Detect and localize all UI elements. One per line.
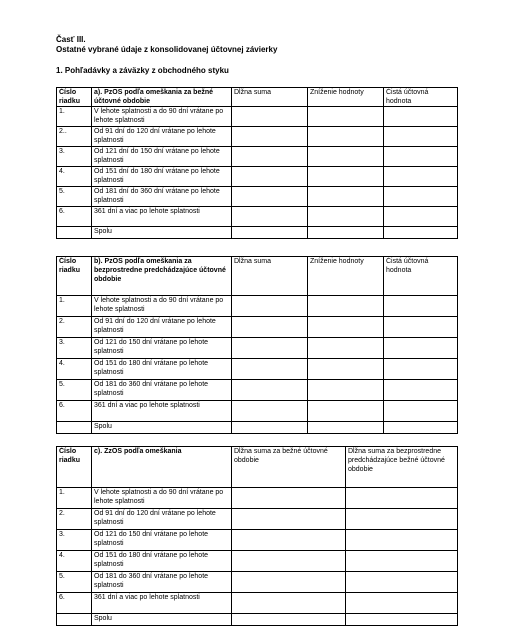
row-number — [57, 227, 92, 239]
value-cell — [308, 147, 384, 167]
value-cell — [308, 317, 384, 338]
value-cell — [232, 207, 308, 227]
total-row — [57, 422, 458, 434]
column-header: Dĺžna suma — [232, 88, 308, 107]
value-cell — [232, 167, 308, 187]
row-label: Od 121 dní do 150 dní vrátane po lehote splatnosti — [92, 147, 232, 167]
table-row — [57, 380, 458, 401]
value-cell — [384, 207, 458, 227]
value-cell — [232, 509, 346, 530]
value-cell — [384, 401, 458, 422]
value-cell — [232, 317, 308, 338]
row-number: 5. — [57, 187, 92, 207]
table-header-row — [57, 447, 458, 488]
value-cell — [232, 359, 308, 380]
table-row — [57, 359, 458, 380]
row-number — [57, 614, 92, 626]
row-number-header: Číslo riadku — [57, 257, 92, 296]
value-cell — [346, 593, 458, 614]
value-cell — [346, 488, 458, 509]
row-label: Spolu — [92, 227, 232, 239]
value-cell — [346, 530, 458, 551]
value-cell — [232, 488, 346, 509]
value-cell — [232, 551, 346, 572]
total-row — [57, 227, 458, 239]
value-cell — [308, 422, 384, 434]
table-row — [57, 207, 458, 227]
value-cell — [232, 296, 308, 317]
row-number: 3. — [57, 147, 92, 167]
table-row — [57, 317, 458, 338]
table-b-title: b). PzOS podľa omeškania za bezprostredne predchádzajúce účtovné obdobie — [92, 257, 232, 296]
table-c-title: c). ZzOS podľa omeškania — [92, 447, 232, 488]
row-label: Od 121 do 150 dní vrátane po lehote splatnosti — [92, 338, 232, 359]
row-label: V lehote splatnosti a do 90 dní vrátane po lehote splatnosti — [92, 488, 232, 509]
row-label: Od 151 dní do 180 dní vrátane po lehote splatnosti — [92, 167, 232, 187]
value-cell — [308, 359, 384, 380]
part-heading: Časť III. — [56, 35, 86, 44]
row-label: Od 91 dní do 120 dní vrátane po lehote splatnosti — [92, 317, 232, 338]
table-header-row — [57, 88, 458, 107]
receivables-current-table — [56, 87, 458, 239]
table-row — [57, 488, 458, 509]
row-number: 3. — [57, 530, 92, 551]
value-cell — [308, 127, 384, 147]
value-cell — [308, 296, 384, 317]
value-cell — [308, 380, 384, 401]
row-number: 6. — [57, 593, 92, 614]
row-number: 6. — [57, 401, 92, 422]
value-cell — [346, 572, 458, 593]
table-row — [57, 551, 458, 572]
value-cell — [232, 572, 346, 593]
row-label: Od 181 do 360 dní vrátane po lehote splatnosti — [92, 572, 232, 593]
row-label: Spolu — [92, 614, 232, 626]
value-cell — [346, 551, 458, 572]
row-label: Od 121 do 150 dní vrátane po lehote splatnosti — [92, 530, 232, 551]
table-row — [57, 167, 458, 187]
value-cell — [346, 614, 458, 626]
row-label: V lehote splatnosti a do 90 dní vrátane po lehote splatnosti — [92, 107, 232, 127]
row-label: Od 151 do 180 dní vrátane po lehote splatnosti — [92, 551, 232, 572]
value-cell — [232, 107, 308, 127]
value-cell — [232, 127, 308, 147]
row-number-header: Číslo riadku — [57, 447, 92, 488]
row-number: 4. — [57, 551, 92, 572]
value-cell — [308, 227, 384, 239]
value-cell — [308, 401, 384, 422]
column-header: Dĺžna suma — [232, 257, 308, 296]
value-cell — [232, 147, 308, 167]
table-row — [57, 296, 458, 317]
column-header: Zníženie hodnoty — [308, 257, 384, 296]
row-label: Od 181 dní do 360 dní vrátane po lehote splatnosti — [92, 187, 232, 207]
row-label: V lehote splatnosti a do 90 dní vrátane po lehote splatnosti — [92, 296, 232, 317]
row-number-header: Číslo riadku — [57, 88, 92, 107]
row-number: 5. — [57, 572, 92, 593]
value-cell — [384, 338, 458, 359]
value-cell — [232, 227, 308, 239]
value-cell — [232, 614, 346, 626]
table-row — [57, 147, 458, 167]
table-row — [57, 401, 458, 422]
value-cell — [308, 187, 384, 207]
table-row — [57, 530, 458, 551]
column-header: Dĺžna suma za bežné účtovné obdobie — [232, 447, 346, 488]
row-number: 5. — [57, 380, 92, 401]
value-cell — [384, 422, 458, 434]
row-number: 2. — [57, 317, 92, 338]
row-number: 2. — [57, 509, 92, 530]
payables-table — [56, 446, 458, 626]
table-row — [57, 187, 458, 207]
column-header: Čistá účtovná hodnota — [384, 257, 458, 296]
value-cell — [384, 359, 458, 380]
column-header: Dĺžna suma za bezprostredne predchádzajúce bežné účtovné obdobie — [346, 447, 458, 488]
table-row — [57, 338, 458, 359]
row-number: 1. — [57, 488, 92, 509]
value-cell — [232, 338, 308, 359]
value-cell — [384, 317, 458, 338]
section-heading: 1. Pohľadávky a záväzky z obchodného styku — [56, 66, 229, 75]
row-number: 3. — [57, 338, 92, 359]
table-row — [57, 509, 458, 530]
table-row — [57, 572, 458, 593]
row-number: 6. — [57, 207, 92, 227]
row-label: 361 dní a viac po lehote splatnosti — [92, 593, 232, 614]
value-cell — [346, 509, 458, 530]
row-label: Spolu — [92, 422, 232, 434]
row-number: 4. — [57, 167, 92, 187]
value-cell — [384, 296, 458, 317]
value-cell — [308, 338, 384, 359]
value-cell — [232, 380, 308, 401]
row-label: 361 dní a viac po lehote splatnosti — [92, 207, 232, 227]
value-cell — [232, 530, 346, 551]
row-label: Od 181 do 360 dní vrátane po lehote splatnosti — [92, 380, 232, 401]
value-cell — [308, 207, 384, 227]
row-label: Od 91 dní do 120 dní vrátane po lehote splatnosti — [92, 127, 232, 147]
value-cell — [232, 422, 308, 434]
table-a-title: a). PzOS podľa omeškania za bežné účtovné obdobie — [92, 88, 232, 107]
value-cell — [232, 187, 308, 207]
receivables-previous-table — [56, 256, 458, 434]
table-row — [57, 593, 458, 614]
row-number: 2.. — [57, 127, 92, 147]
value-cell — [384, 147, 458, 167]
value-cell — [384, 127, 458, 147]
value-cell — [308, 107, 384, 127]
column-header: Zníženie hodnoty — [308, 88, 384, 107]
column-header: Čistá účtovná hodnota — [384, 88, 458, 107]
value-cell — [384, 187, 458, 207]
document-subtitle: Ostatné vybrané údaje z konsolidovanej účtovnej závierky — [56, 45, 278, 54]
value-cell — [384, 107, 458, 127]
value-cell — [232, 593, 346, 614]
total-row — [57, 614, 458, 626]
table-row — [57, 127, 458, 147]
row-number — [57, 422, 92, 434]
row-number: 1. — [57, 296, 92, 317]
value-cell — [384, 167, 458, 187]
table-row — [57, 107, 458, 127]
row-number: 4. — [57, 359, 92, 380]
value-cell — [384, 227, 458, 239]
row-label: Od 151 do 180 dní vrátane po lehote splatnosti — [92, 359, 232, 380]
value-cell — [232, 401, 308, 422]
row-number: 1. — [57, 107, 92, 127]
value-cell — [308, 167, 384, 187]
row-label: Od 91 dní do 120 dní vrátane po lehote splatnosti — [92, 509, 232, 530]
row-label: 361 dní a viac po lehote splatnosti — [92, 401, 232, 422]
value-cell — [384, 380, 458, 401]
table-header-row — [57, 257, 458, 296]
